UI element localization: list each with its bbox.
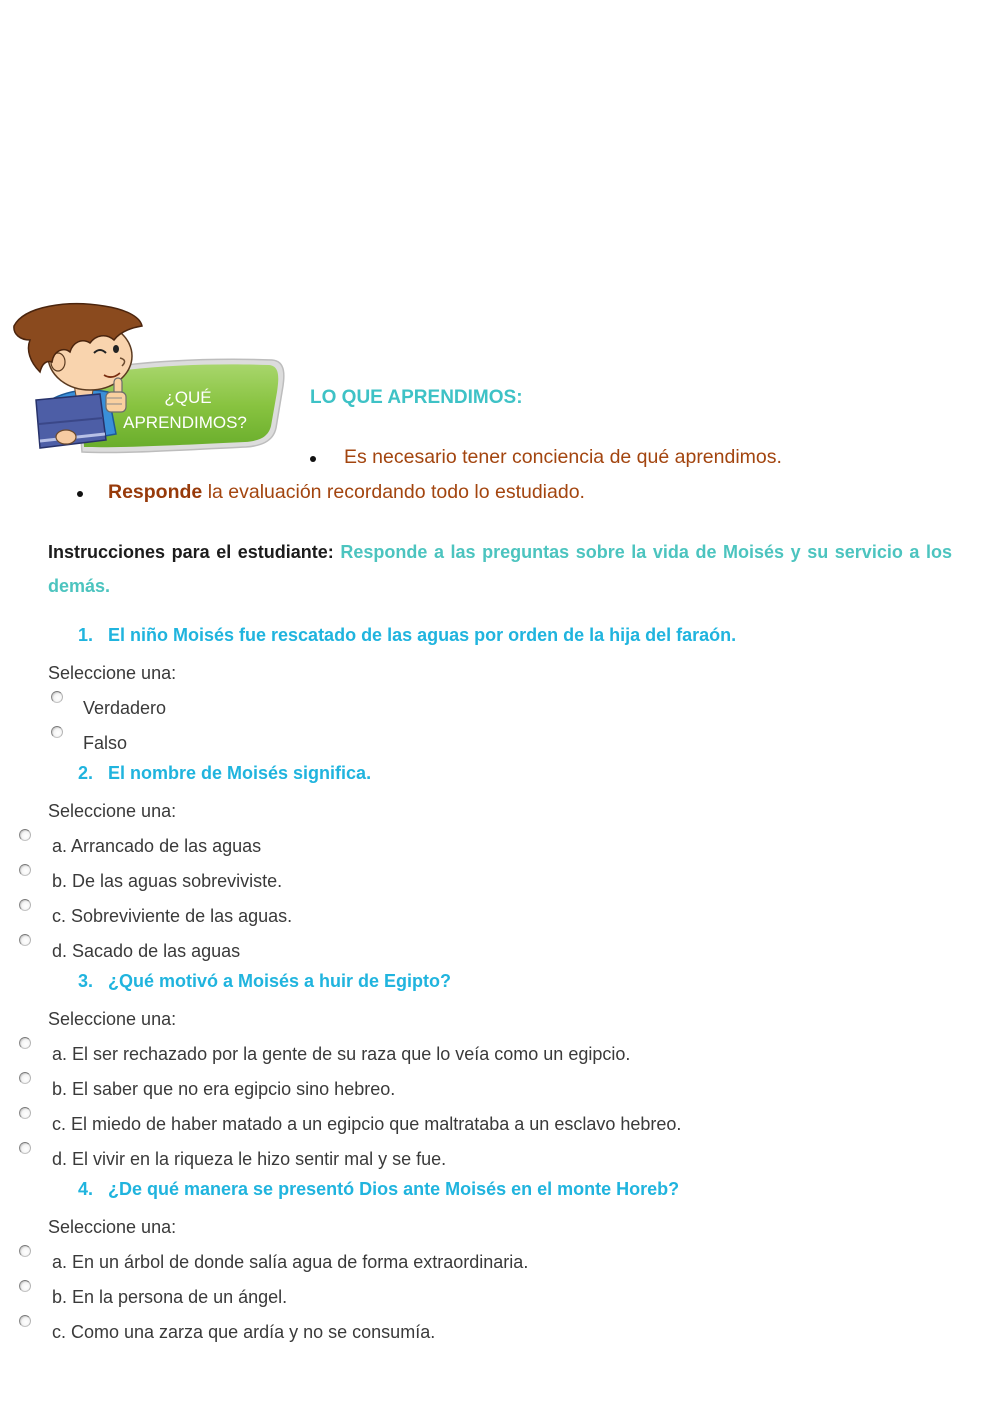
radio-button-q3-d[interactable] xyxy=(19,1142,31,1154)
option-label: a. En un árbol de donde salía agua de forma extraordinaria. xyxy=(52,1252,529,1272)
radio-button-q2-b[interactable] xyxy=(19,864,31,876)
radio-button-q1-falso[interactable] xyxy=(51,726,63,738)
option-label: b. De las aguas sobreviviste. xyxy=(52,871,283,891)
option-q1-verdadero[interactable] xyxy=(0,697,1000,719)
radio-button-q2-a[interactable] xyxy=(19,829,31,841)
option-q2-a[interactable] xyxy=(0,835,1000,857)
question-number: 1. xyxy=(78,625,94,645)
question-text: El nombre de Moisés significa. xyxy=(108,763,372,783)
bullet-text: Es necesario tener conciencia de qué aprendimos. xyxy=(344,446,782,468)
radio-button-q4-b[interactable] xyxy=(19,1280,31,1292)
question-text: ¿Qué motivó a Moisés a huir de Egipto? xyxy=(108,971,452,991)
question-title xyxy=(0,970,1000,992)
instructions-text: Responde a las preguntas sobre la vida de Moisés y su servicio a los demás. xyxy=(48,542,952,596)
option-q2-c[interactable] xyxy=(0,905,1000,927)
option-label: a. El ser rechazado por la gente de su raza que lo veía como un egipcio. xyxy=(52,1044,631,1064)
option-q3-c[interactable] xyxy=(0,1113,1000,1135)
option-q1-falso[interactable] xyxy=(0,732,1000,754)
radio-button-q1-verdadero[interactable] xyxy=(51,691,63,703)
bullet-dot xyxy=(310,456,316,462)
instructions xyxy=(48,535,952,603)
option-label: c. El miedo de haber matado a un egipcio que maltrataba a un esclavo hebreo. xyxy=(52,1114,682,1134)
question-title xyxy=(0,1178,1000,1200)
select-prompt: Seleccione una: xyxy=(48,801,177,821)
radio-button-q3-b[interactable] xyxy=(19,1072,31,1084)
section-title: LO QUE APRENDIMOS: xyxy=(310,387,523,408)
option-q3-d[interactable] xyxy=(0,1148,1000,1170)
option-label: b. El saber que no era egipcio sino hebreo. xyxy=(52,1079,396,1099)
mascot-illustration xyxy=(10,300,290,460)
question-text: El niño Moisés fue rescatado de las aguas por orden de la hija del faraón. xyxy=(108,625,737,645)
instructions-label: Instrucciones para el estudiante: xyxy=(48,542,334,562)
radio-button-q2-c[interactable] xyxy=(19,899,31,911)
option-q3-a[interactable] xyxy=(0,1043,1000,1065)
option-label: d. El vivir en la riqueza le hizo sentir mal y se fue. xyxy=(52,1149,447,1169)
question-number: 2. xyxy=(78,763,94,783)
option-label: d. Sacado de las aguas xyxy=(52,941,241,961)
question-3 xyxy=(0,970,1000,1170)
radio-button-q3-a[interactable] xyxy=(19,1037,31,1049)
radio-button-q2-d[interactable] xyxy=(19,934,31,946)
bullet-item xyxy=(108,480,585,504)
select-prompt: Seleccione una: xyxy=(48,663,177,683)
option-label: Verdadero xyxy=(83,698,167,718)
bullet-dot xyxy=(77,491,83,497)
option-q4-c[interactable] xyxy=(0,1321,1000,1343)
option-label: a. Arrancado de las aguas xyxy=(52,836,262,856)
question-title xyxy=(0,624,1000,646)
option-label: Falso xyxy=(83,733,128,753)
option-q2-b[interactable] xyxy=(0,870,1000,892)
radio-button-q4-a[interactable] xyxy=(19,1245,31,1257)
question-number: 4. xyxy=(78,1179,94,1199)
bullet-text: la evaluación recordando todo lo estudiado. xyxy=(207,481,585,503)
badge-line-2: APRENDIMOS? xyxy=(123,413,247,432)
option-q2-d[interactable] xyxy=(0,940,1000,962)
badge-line-1: ¿QUÉ xyxy=(164,388,212,407)
option-label: c. Como una zarza que ardía y no se consumía. xyxy=(52,1322,436,1342)
option-label: b. En la persona de un ángel. xyxy=(52,1287,288,1307)
select-prompt: Seleccione una: xyxy=(48,1009,177,1029)
question-number: 3. xyxy=(78,971,94,991)
bullet-item xyxy=(344,445,782,469)
select-prompt: Seleccione una: xyxy=(48,1217,177,1237)
question-text: ¿De qué manera se presentó Dios ante Moisés en el monte Horeb? xyxy=(108,1179,680,1199)
option-q4-a[interactable] xyxy=(0,1251,1000,1273)
question-4 xyxy=(0,1178,1000,1343)
question-1 xyxy=(0,624,1000,754)
question-title xyxy=(0,762,1000,784)
question-2 xyxy=(0,762,1000,962)
radio-button-q3-c[interactable] xyxy=(19,1107,31,1119)
option-label: c. Sobreviviente de las aguas. xyxy=(52,906,293,926)
option-q4-b[interactable] xyxy=(0,1286,1000,1308)
option-q3-b[interactable] xyxy=(0,1078,1000,1100)
bullet-bold-word: Responde xyxy=(108,481,203,503)
radio-button-q4-c[interactable] xyxy=(19,1315,31,1327)
